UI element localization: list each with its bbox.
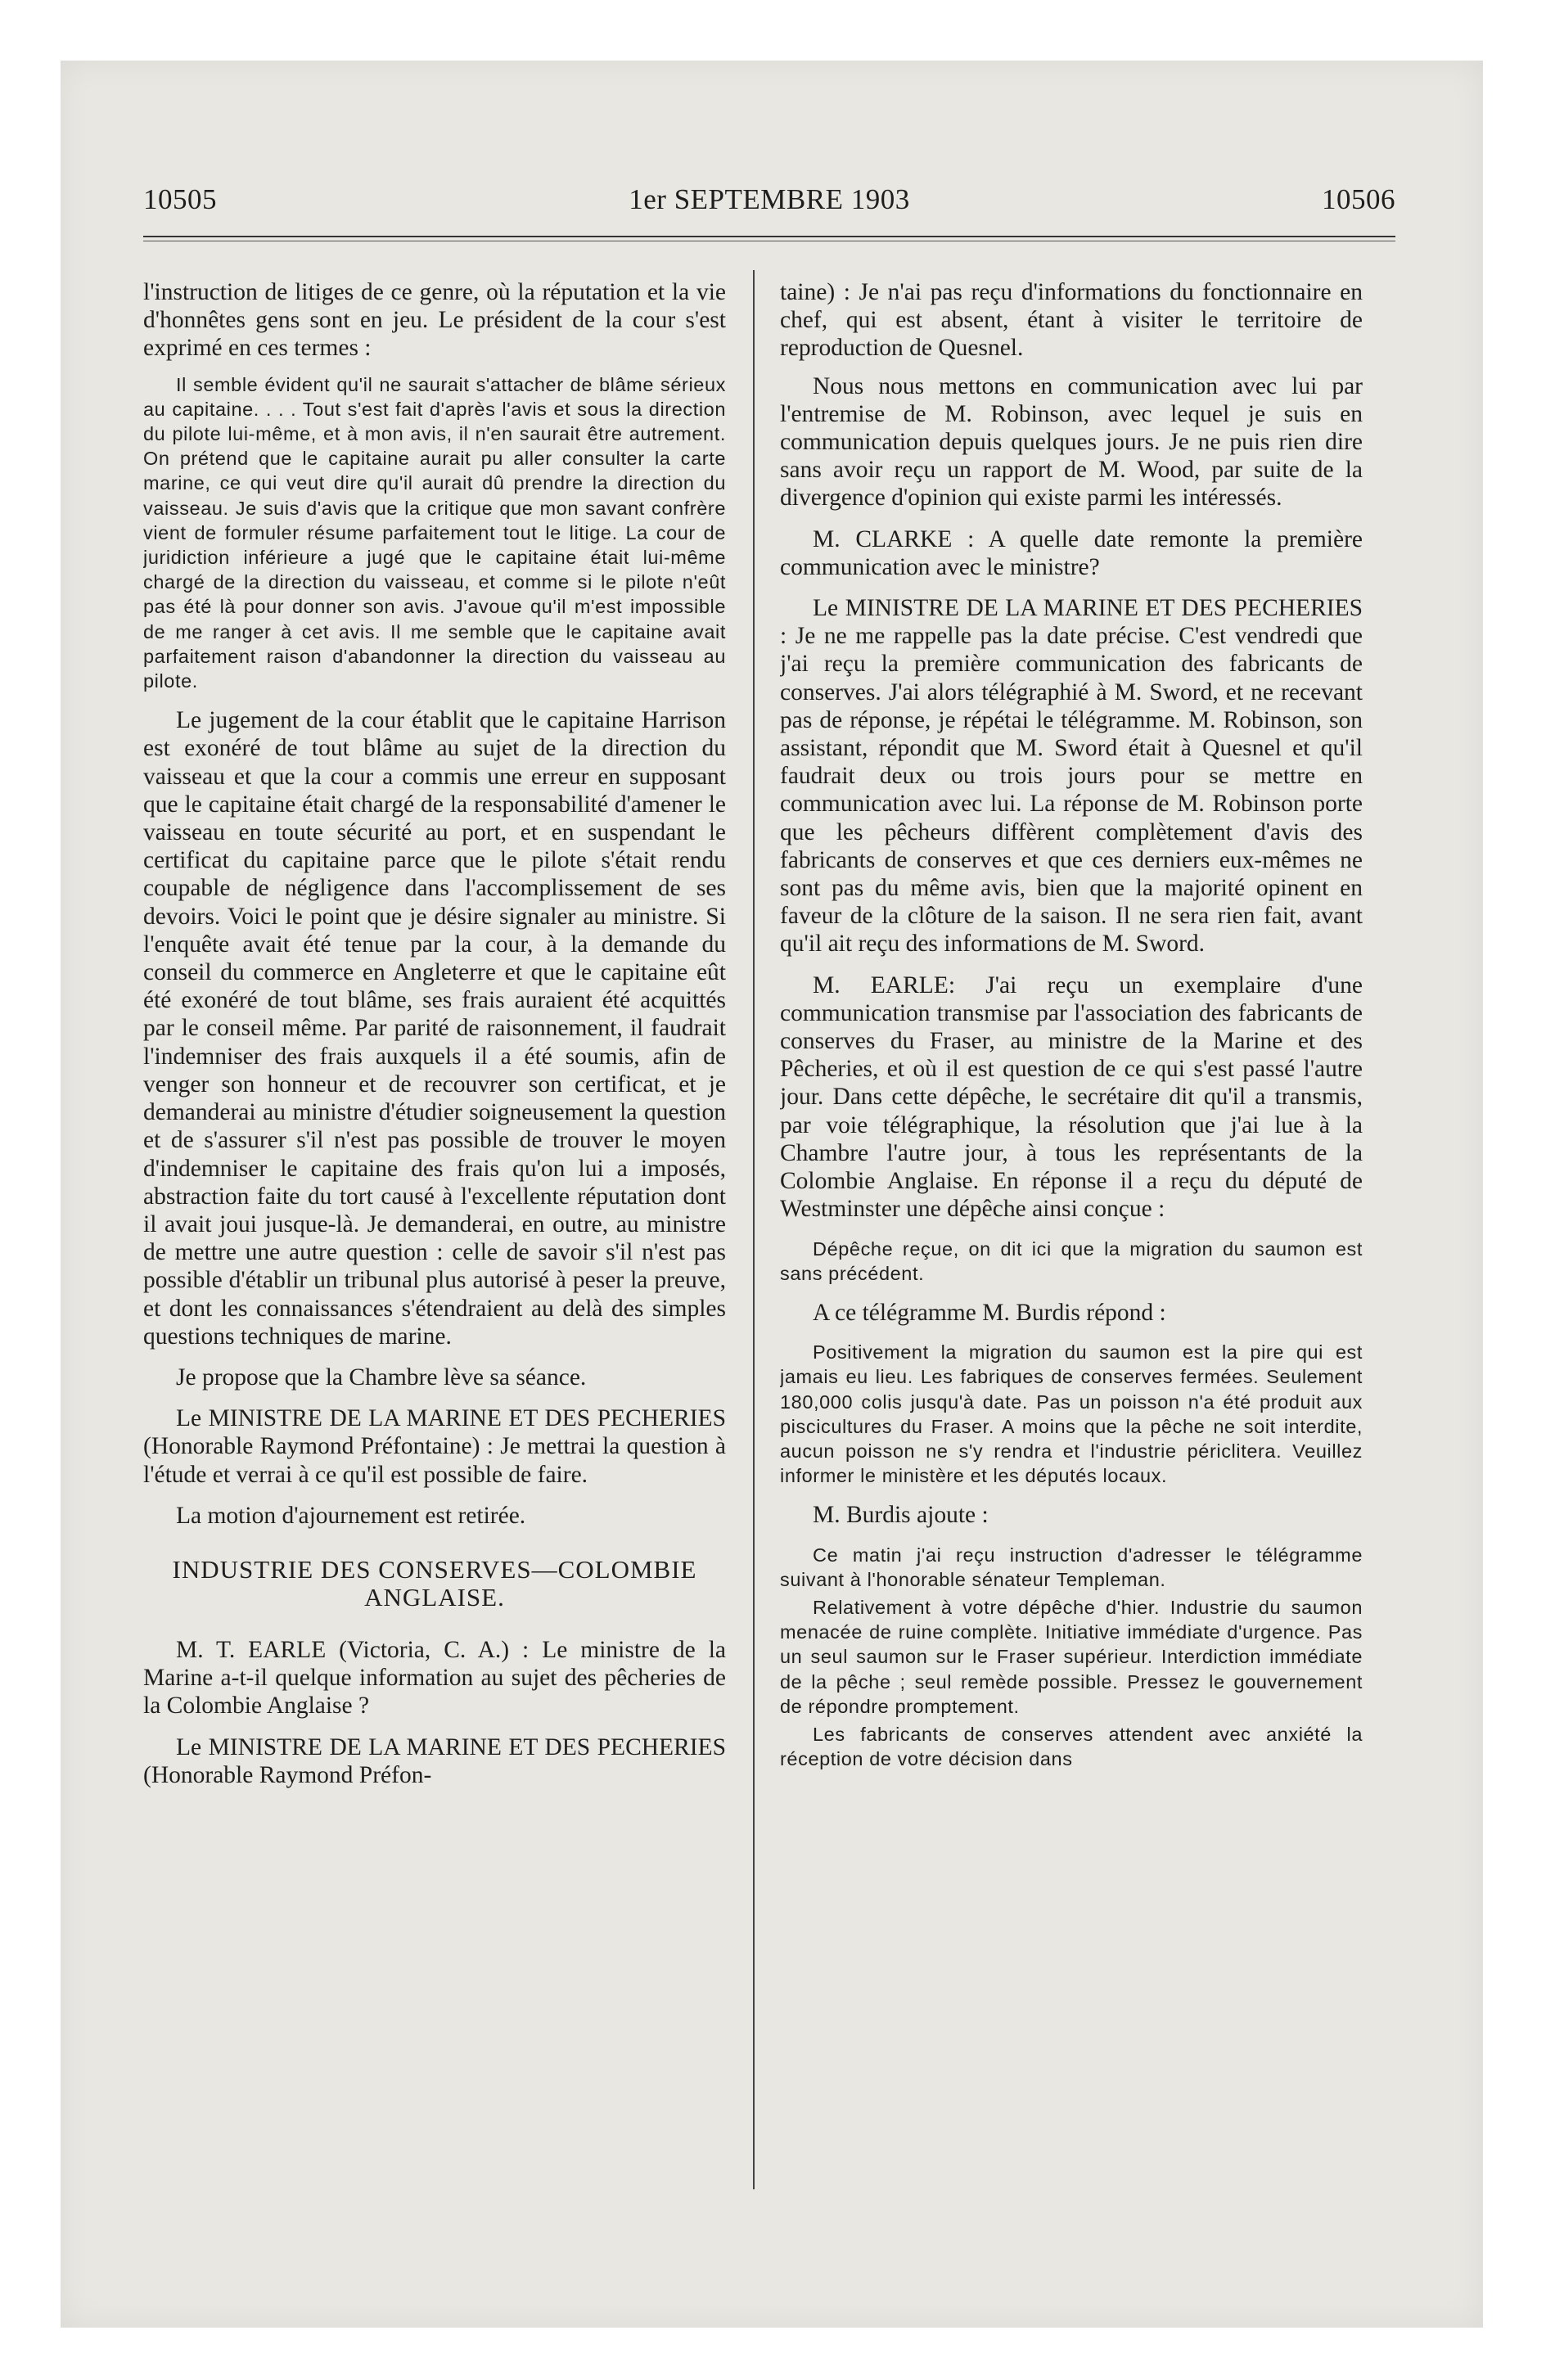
header-rule [143, 236, 1395, 237]
paragraph: Le MINISTRE DE LA MARINE ET DES PECHERIES (Honorable Raymond Préfontaine) : Je mettrai la question à l'étude et verrai à ce qu'il est possible de faire. [143, 1405, 726, 1488]
column-divider [753, 270, 755, 2189]
paragraph: Nous nous mettons en communication avec lui par l'entremise de M. Robinson, avec lequel je suis en communication depuis quelques jours. Je ne puis rien dire sans avoir reçu un rapport de M. Wood, par suite de la divergence d'opinion qui existe parmi les intéressés. [780, 372, 1363, 512]
paragraph: La motion d'ajournement est retirée. [176, 1502, 526, 1529]
paragraph: Le MINISTRE DE LA MARINE ET DES PECHERIES : Je ne me rappelle pas la date précise. C'est vendredi que j'ai reçu la première communication des fabricants de conserves. J'ai alors télégraphié à M. Sword, et ne recevant pas de réponse, je répétai le télégramme. M. Robinson, son assistant, répondit que M. Sword était à Quesnel et qu'il faudrait deux ou trois jours pour se mettre en communication avec lui. La réponse de M. Robinson porte que les pêcheurs diffèrent complètement d'avis des fabricants de conserves et que ces derniers eux-mêmes ne sont pas du même avis, bien que la majorité opinent en faveur de la clôture de la saison. Il ne sera rien fait, avant qu'il ait reçu des informations de M. Sword. [780, 595, 1363, 958]
paragraph: M. EARLE: J'ai reçu un exemplaire d'une communication transmise par l'association des fabricants de conserves du Fraser, au ministre de la Marine et des Pêcheries, et où il est question de ce qui s'est passé l'autre jour. Dans cette dépêche, le secrétaire dit qu'il a transmis, par voie télégraphique, la résolution que j'ai lue à la Chambre l'autre jour, à tous les représentants de la Colombie Anglaise. En réponse il a reçu du député de Westminster une dépêche ainsi conçue : [780, 971, 1363, 1223]
quotation: Positivement la migration du saumon est la pire qui est jamais eu lieu. Les fabriques de conserves fermées. Seulement 180,000 colis jusqu'à date. Pas un poisson n'a été produit aux piscicultures du Fraser. A moins que la pêche ne soit interdite, aucun poisson ne s'y rendra et l'industrie périclitera. Veuillez informer le ministère et les députés locaux. [780, 1341, 1363, 1487]
paragraph: M. T. EARLE (Victoria, C. A.) : Le ministre de la Marine a-t-il quelque information au sujet des pêcheries de la Colombie Anglaise ? [143, 1636, 726, 1720]
paragraph: M. CLARKE : A quelle date remonte la première communication avec le ministre? [780, 525, 1363, 580]
section-heading: INDUSTRIE DES CONSERVES—COLOMBIE ANGLAISE. [172, 1554, 697, 1611]
quotation: Il semble évident qu'il ne saurait s'attacher de blâme sérieux au capitaine. . . . Tout s'est fait d'après l'avis et sous la direction du pilote lui-même, et à mon avis, il n'en saurait être autrement. On prétend que le capitaine aurait pu aller consulter la carte marine, ce qui veut dire qu'il aurait dû prendre la direction du vaisseau. Je suis d'avis que la critique que mon savant confrère vient de formuler résume parfaitement tout le litige. La cour de juridiction inférieure a jugé que le capitaine était lui-même chargé de la direction du vaisseau, et comme si le pilote n'eût pas été là pour donner son avis. J'avoue qu'il m'est impossible de me ranger à cet avis. Il me semble que le capitaine avait parfaitement raison d'abandonner la direction du vaisseau au pilote. [143, 373, 726, 692]
page-number-right: 10506 [1322, 183, 1395, 215]
paragraph: Le MINISTRE DE LA MARINE ET DES PECHERIES (Honorable Raymond Préfon- [143, 1733, 726, 1788]
quotation: Ce matin j'ai reçu instruction d'adresser le télégramme suivant à l'honorable sénateur Templeman. [780, 1544, 1363, 1590]
running-header [143, 183, 1395, 219]
paragraph: taine) : Je n'ai pas reçu d'informations du fonctionnaire en chef, qui est absent, étant à visiter le territoire de reproduction de Quesnel. [780, 279, 1363, 362]
left-column [143, 278, 726, 2193]
paragraph: Je propose que la Chambre lève sa séance. [176, 1364, 587, 1391]
quotation: Les fabricants de conserves attendent avec anxiété la réception de votre décision dans [780, 1723, 1363, 1770]
right-column [780, 278, 1363, 2193]
paragraph: M. Burdis ajoute : [813, 1502, 989, 1529]
paragraph: A ce télégramme M. Burdis répond : [813, 1299, 1166, 1326]
header-date: 1er SEPTEMBRE 1903 [629, 183, 910, 215]
page-number-left: 10505 [143, 183, 217, 215]
quotation: Dépêche reçue, on dit ici que la migration du saumon est sans précédent. [780, 1237, 1363, 1284]
quotation: Relativement à votre dépêche d'hier. Industrie du saumon menacée de ruine complète. Initiative immédiate d'urgence. Pas un seul saumon sur le Fraser supérieur. Interdiction immédiate de la pêche ; seul remède possible. Pressez le gouvernement de répondre promptement. [780, 1596, 1363, 1717]
paragraph: l'instruction de litiges de ce genre, où la réputation et la vie d'honnêtes gens sont en jeu. Le président de la cour s'est exprimé en ces termes : [143, 279, 726, 362]
hansard-page [143, 174, 1395, 2195]
paragraph: Le jugement de la cour établit que le capitaine Harrison est exonéré de tout blâme au sujet de la direction du vaisseau et que la cour a commis une erreur en supposant que le capitaine était chargé de la responsabilité d'amener le vaisseau en toute sécurité au port, et en suspendant le certificat du capitaine parce que le pilote s'était rendu coupable de négligence dans l'accomplissement de ses devoirs. Voici le point que je désire signaler au ministre. Si l'enquête avait été tenue par la cour, à la demande du conseil du commerce en Angleterre et que le capitaine eût été exonéré de tout blâme, ses frais auraient été acquittés par le conseil même. Par parité de raisonnement, il faudrait l'indemniser des frais auxquels il a été soumis, afin de venger son honneur et de recouvrer son certificat, et je demanderai au ministre d'étudier soigneusement la question et de s'assurer s'il n'est pas possible de trouver le moyen d'indemniser le capitaine des frais qu'on lui a imposés, abstraction faite du tort causé à l'excellente réputation dont il avait joui jusque-là. Je demanderai, en outre, au ministre de mettre une autre question : celle de savoir s'il n'est pas possible d'établir un tribunal plus autorisé à peser la preuve, et dont les connaissances s'étendraient au delà des simples questions techniques de marine. [143, 707, 726, 1350]
